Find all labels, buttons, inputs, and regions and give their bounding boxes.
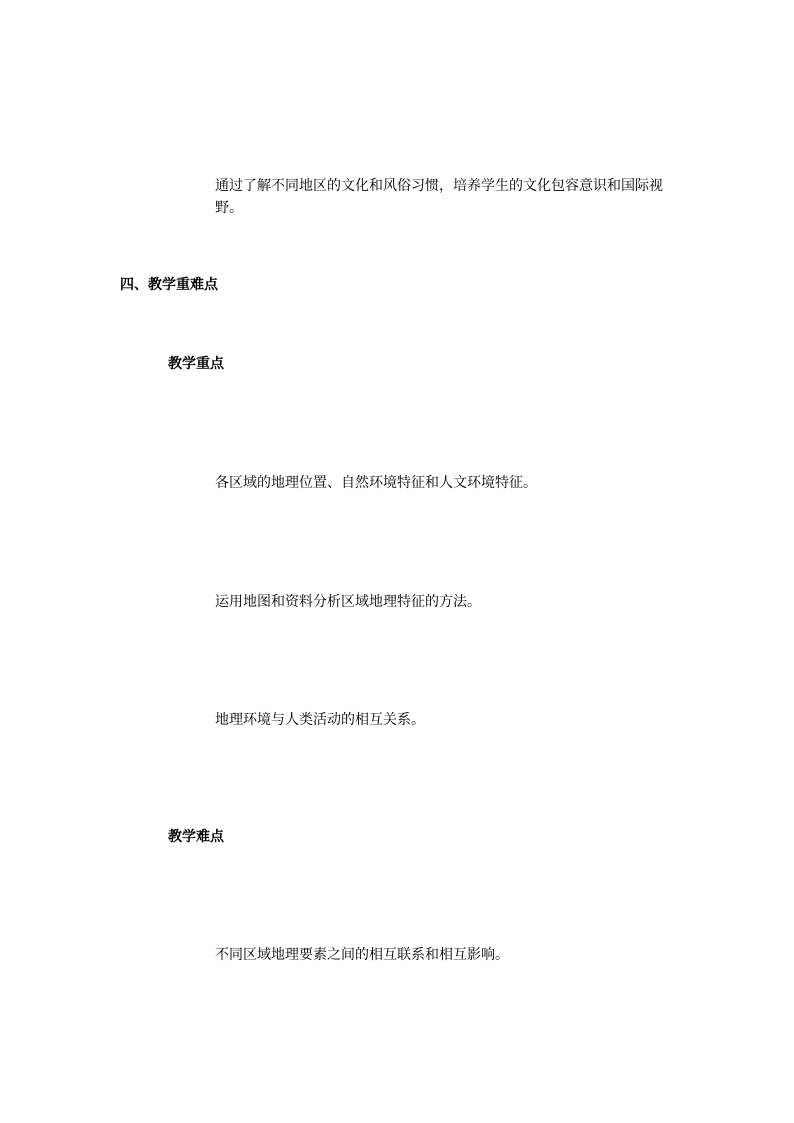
difficult-points-heading: 教学难点 [168,829,224,845]
section-heading: 四、教学重难点 [120,277,218,293]
difficult-point-item: 不同区域地理要素之间的相互联系和相互影响。 [215,947,509,963]
key-point-item: 各区域的地理位置、自然环境特征和人文环境特征。 [215,475,537,491]
key-points-heading: 教学重点 [168,356,224,372]
key-point-item: 运用地图和资料分析区域地理特征的方法。 [215,594,481,610]
key-point-item: 地理环境与人类活动的相互关系。 [215,712,425,728]
intro-paragraph: 通过了解不同地区的文化和风俗习惯，培养学生的文化包容意识和国际视野。 [215,178,663,216]
